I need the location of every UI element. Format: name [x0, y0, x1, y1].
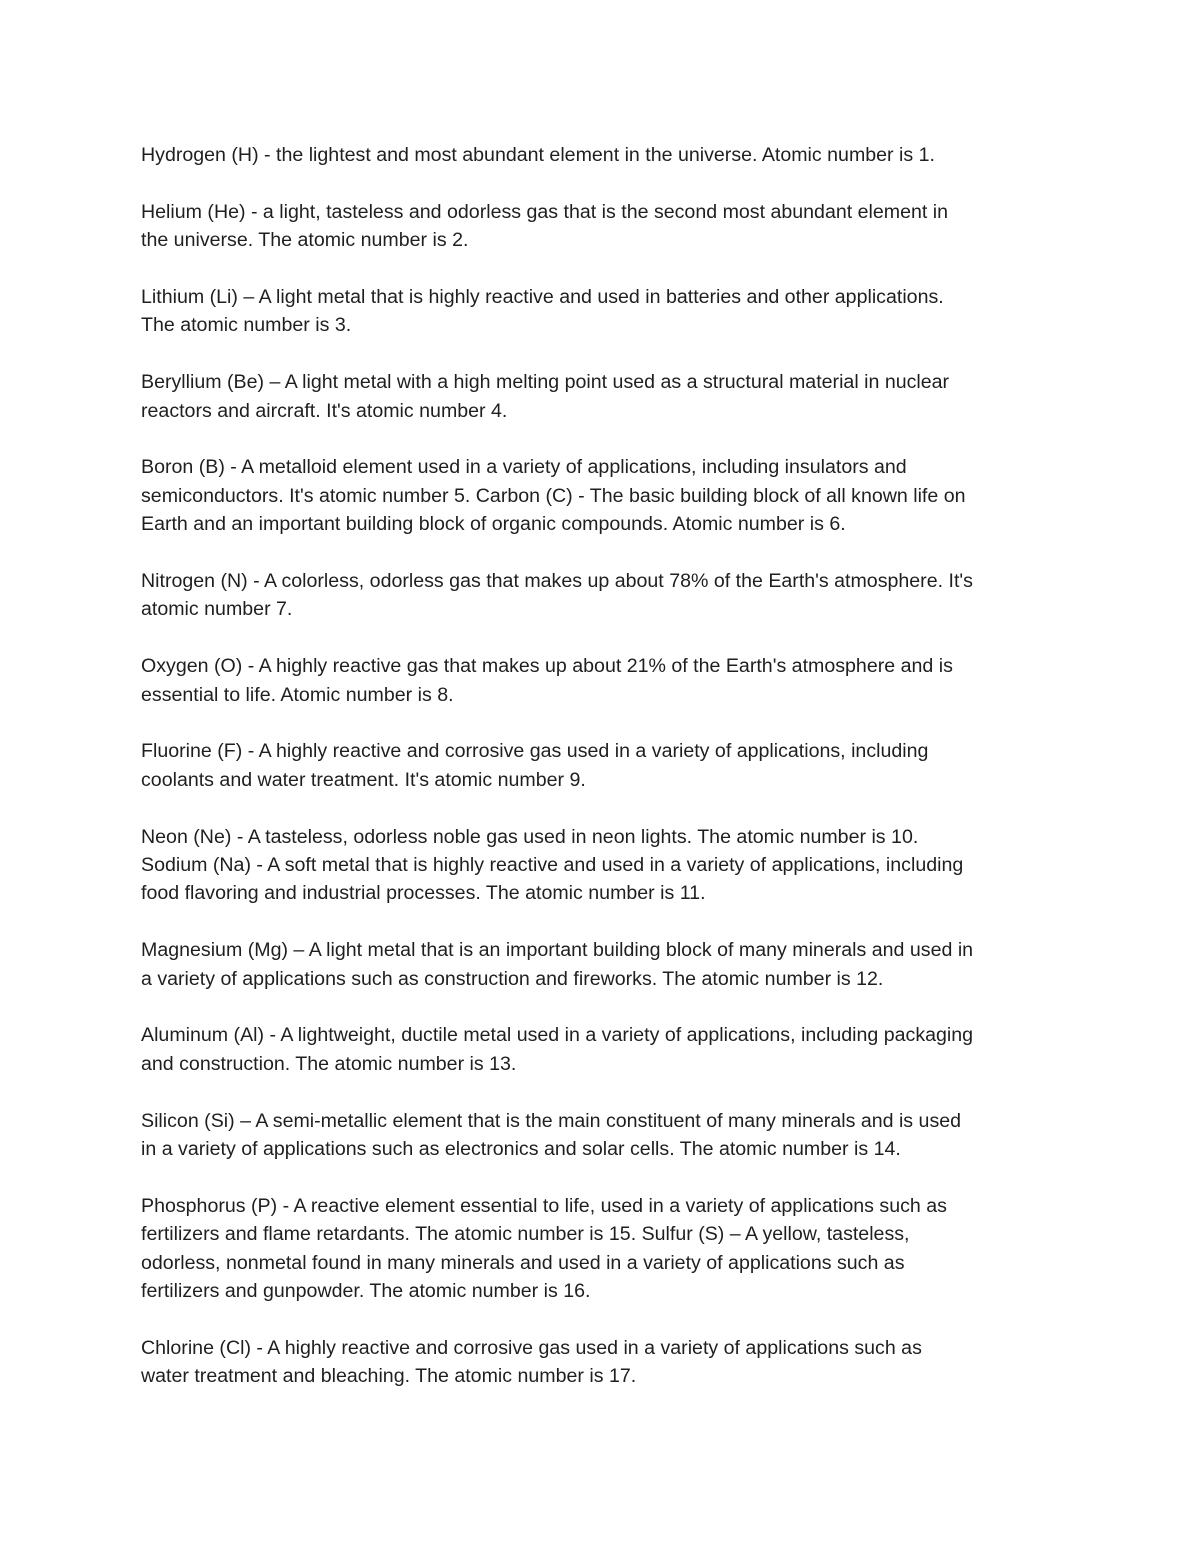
- paragraph: [141, 936, 1066, 993]
- paragraph: [141, 1021, 1066, 1078]
- text-line: Fluorine (F) - A highly reactive and corrosive gas used in a variety of applications, including: [141, 740, 929, 763]
- text-line: fertilizers and gunpowder. The atomic number is 16.: [141, 1280, 591, 1303]
- paragraph: [141, 453, 1066, 538]
- text-line: odorless, nonmetal found in many minerals and used in a variety of applications such as: [141, 1251, 905, 1274]
- text-line: Lithium (Li) – A light metal that is highly reactive and used in batteries and other applications.: [141, 286, 944, 308]
- text-line: fertilizers and flame retardants. The atomic number is 15. Sulfur (S) – A yellow, tasteless,: [141, 1223, 910, 1246]
- text-line: coolants and water treatment. It's atomic number 9.: [141, 768, 586, 791]
- paragraph: [141, 1107, 1066, 1164]
- paragraph: [141, 283, 1066, 340]
- text-line: Helium (He) - a light, tasteless and odorless gas that is the second most abundant element in: [141, 200, 949, 223]
- text-line: Phosphorus (P) - A reactive element essential to life, used in a variety of applications such as: [141, 1194, 947, 1217]
- text-line: The atomic number is 3.: [141, 314, 352, 337]
- text-line: water treatment and bleaching. The atomic number is 17.: [141, 1365, 637, 1388]
- text-line: Oxygen (O) - A highly reactive gas that makes up about 21% of the Earth's atmosphere and is: [141, 655, 953, 678]
- text-line: food flavoring and industrial processes. The atomic number is 11.: [141, 882, 706, 905]
- text-line: Earth and an important building block of organic compounds. Atomic number is 6.: [141, 513, 846, 536]
- paragraph: [141, 567, 1066, 624]
- text-line: a variety of applications such as construction and fireworks. The atomic number is 12.: [141, 967, 884, 990]
- paragraph: [141, 823, 1066, 908]
- paragraph: [141, 141, 1066, 169]
- paragraph: [141, 737, 1066, 794]
- text-line: Aluminum (Al) - A lightweight, ductile metal used in a variety of applications, including packaging: [141, 1024, 974, 1047]
- text-line: and construction. The atomic number is 13.: [141, 1052, 517, 1075]
- text-line: Magnesium (Mg) – A light metal that is an important building block of many minerals and used in: [141, 939, 974, 962]
- text-line: Hydrogen (H) - the lightest and most abundant element in the universe. Atomic number is 1.: [141, 144, 935, 166]
- text-line: essential to life. Atomic number is 8.: [141, 683, 454, 706]
- paragraph: [141, 368, 1066, 425]
- text-line: semiconductors. It's atomic number 5. Carbon (C) - The basic building block of all known life on: [141, 484, 966, 507]
- paragraph: [141, 198, 1066, 255]
- text-line: Silicon (Si) – A semi-metallic element that is the main constituent of many minerals and is used: [141, 1109, 962, 1132]
- text-line: reactors and aircraft. It's atomic number 4.: [141, 399, 508, 422]
- text-line: in a variety of applications such as electronics and solar cells. The atomic number is 14.: [141, 1138, 901, 1161]
- text-line: the universe. The atomic number is 2.: [141, 229, 469, 252]
- text-line: Nitrogen (N) - A colorless, odorless gas that makes up about 78% of the Earth's atmosphere. It's: [141, 570, 973, 593]
- text-line: Beryllium (Be) – A light metal with a high melting point used as a structural material in nuclear: [141, 371, 950, 394]
- paragraph: [141, 652, 1066, 709]
- paragraph: [141, 1192, 1066, 1306]
- text-line: Neon (Ne) - A tasteless, odorless noble gas used in neon lights. The atomic number is 10.: [141, 825, 919, 848]
- text-line: atomic number 7.: [141, 598, 293, 621]
- document-body: [141, 141, 1066, 1391]
- text-line: Boron (B) - A metalloid element used in a variety of applications, including insulators and: [141, 456, 907, 479]
- paragraph: [141, 1334, 1066, 1391]
- text-line: Chlorine (Cl) - A highly reactive and corrosive gas used in a variety of applications such as: [141, 1336, 922, 1359]
- text-line: Sodium (Na) - A soft metal that is highly reactive and used in a variety of applications, including: [141, 854, 964, 877]
